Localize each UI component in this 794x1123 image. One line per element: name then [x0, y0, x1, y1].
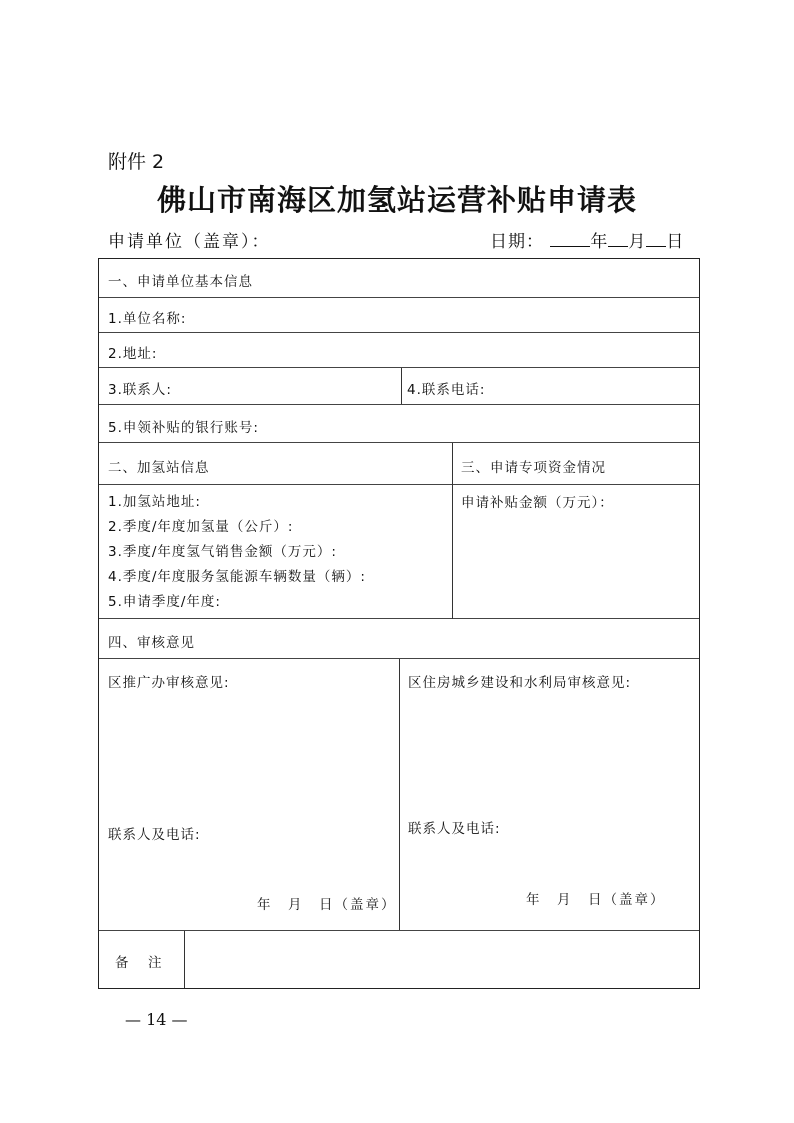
month-blank[interactable] — [608, 230, 628, 247]
month-label: 月 — [628, 232, 647, 252]
year-blank[interactable] — [550, 230, 590, 247]
contact-person-label: 3.联系人: — [108, 382, 172, 398]
promotion-office-opinion-label: 区推广办审核意见: — [108, 675, 230, 691]
address-label: 2.地址: — [108, 346, 158, 362]
year-label: 年 — [590, 232, 609, 252]
contact-row — [99, 368, 699, 405]
promotion-office-contact-label: 联系人及电话: — [108, 827, 201, 843]
section4-heading-row — [99, 619, 699, 659]
promotion-office-date-seal: 年 月 日（盖章） — [257, 897, 397, 913]
section3-heading: 三、申请专项资金情况 — [461, 460, 606, 476]
date-field — [490, 227, 684, 252]
bank-account-label: 5.申领补贴的银行账号: — [108, 420, 259, 436]
application-form — [98, 258, 700, 989]
station-info-item[interactable]: 5.申请季度/年度: — [108, 594, 221, 610]
station-info-list — [108, 490, 366, 618]
contact-phone-label: 4.联系电话: — [407, 382, 486, 398]
station-info-item[interactable]: 2.季度/年度加氢量（公斤）: — [108, 519, 294, 535]
applicant-label: 申请单位（盖章）： — [108, 232, 271, 252]
unit-name-label: 1.单位名称: — [108, 311, 187, 327]
contact-person-cell[interactable] — [99, 368, 401, 404]
housing-bureau-contact-label: 联系人及电话: — [408, 821, 501, 837]
section2-heading: 二、加氢站信息 — [108, 460, 210, 476]
unit-name-row[interactable] — [99, 298, 699, 333]
section4-heading: 四、审核意见 — [108, 635, 195, 651]
address-row[interactable] — [99, 333, 699, 368]
section1-heading: 一、申请单位基本信息 — [108, 274, 253, 290]
housing-bureau-date-seal: 年 月 日（盖章） — [526, 892, 666, 908]
day-label: 日 — [666, 232, 685, 252]
remarks-input[interactable] — [185, 931, 699, 988]
housing-bureau-opinion-label: 区住房城乡建设和水利局审核意见: — [408, 675, 632, 691]
contact-phone-cell[interactable] — [401, 368, 699, 404]
day-blank[interactable] — [646, 230, 666, 247]
section2-3-heading-row — [99, 443, 699, 485]
remarks-label: 备 注 — [115, 955, 165, 971]
station-info-item[interactable]: 4.季度/年度服务氢能源车辆数量（辆）: — [108, 569, 366, 585]
section1-heading-row — [99, 259, 699, 298]
form-title: 佛山市南海区加氢站运营补贴申请表 — [156, 183, 637, 217]
divider — [452, 443, 453, 619]
station-info-item[interactable]: 3.季度/年度氢气销售金额（万元）: — [108, 544, 337, 560]
subsidy-amount-label[interactable]: 申请补贴金额（万元）： — [461, 495, 614, 511]
promotion-office-review-cell[interactable] — [99, 659, 399, 930]
attachment-label: 附件 2 — [108, 151, 165, 173]
station-info-item[interactable]: 1.加氢站地址: — [108, 494, 201, 510]
review-row — [99, 659, 699, 931]
remarks-row — [99, 931, 699, 988]
housing-bureau-review-cell[interactable] — [399, 659, 699, 930]
station-info-row — [99, 485, 699, 619]
page-number: — 14 — — [125, 1010, 188, 1029]
bank-account-row[interactable] — [99, 405, 699, 443]
date-label: 日期： — [490, 232, 544, 252]
